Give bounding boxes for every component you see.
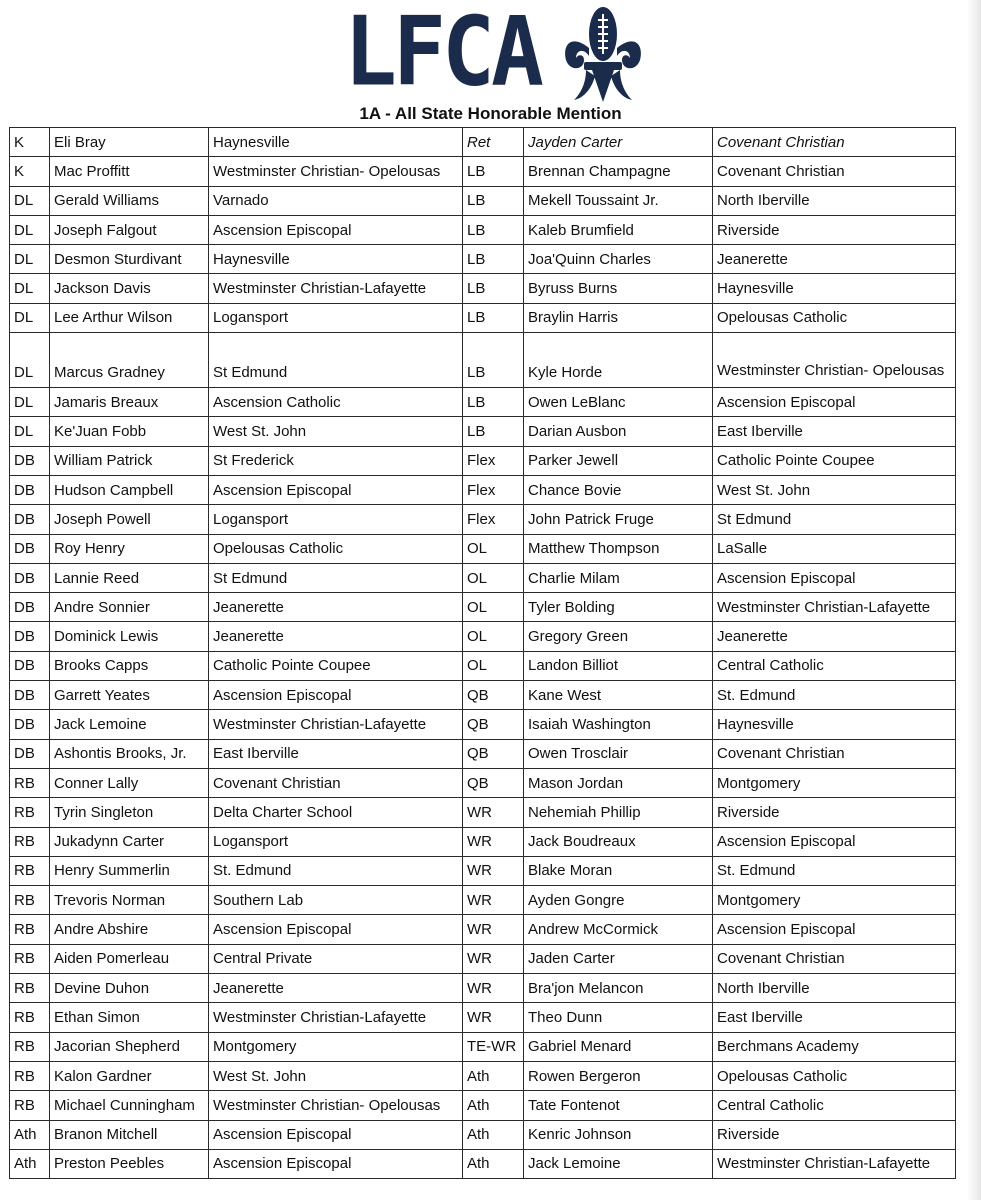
- right-position-cell: Flex: [463, 505, 524, 534]
- right-player-name-cell: Jack Boudreaux: [524, 827, 713, 856]
- left-position-cell: DB: [10, 710, 50, 739]
- right-player-name-cell: Kaleb Brumfield: [524, 215, 713, 244]
- left-school-cell: Ascension Episcopal: [209, 1120, 463, 1149]
- table-row: [10, 1149, 956, 1178]
- left-school-cell: Opelousas Catholic: [209, 534, 463, 563]
- right-school-cell: Ascension Episcopal: [713, 915, 956, 944]
- left-school-cell: Logansport: [209, 303, 463, 332]
- left-school-cell: Ascension Episcopal: [209, 1149, 463, 1178]
- right-position-cell: LB: [463, 274, 524, 303]
- right-player-name-cell: Blake Moran: [524, 856, 713, 885]
- left-position-cell: DL: [10, 215, 50, 244]
- right-school-cell: Opelousas Catholic: [713, 303, 956, 332]
- right-player-name-cell: Jack Lemoine: [524, 1149, 713, 1178]
- left-player-name-cell: Brooks Capps: [50, 651, 209, 680]
- left-position-cell: DB: [10, 593, 50, 622]
- left-position-cell: DL: [10, 417, 50, 446]
- left-school-cell: Jeanerette: [209, 593, 463, 622]
- left-school-cell: Ascension Episcopal: [209, 215, 463, 244]
- left-player-name-cell: Garrett Yeates: [50, 681, 209, 710]
- right-position-cell: LB: [463, 157, 524, 186]
- right-school-cell: North Iberville: [713, 186, 956, 215]
- right-school-cell: St. Edmund: [713, 681, 956, 710]
- right-player-name-cell: Braylin Harris: [524, 303, 713, 332]
- table-row: [10, 768, 956, 797]
- right-school-cell: Covenant Christian: [713, 157, 956, 186]
- right-player-name-cell: Tyler Bolding: [524, 593, 713, 622]
- table-row: [10, 974, 956, 1003]
- table-row: [10, 856, 956, 885]
- left-school-cell: East Iberville: [209, 739, 463, 768]
- right-school-cell: Jeanerette: [713, 622, 956, 651]
- left-player-name-cell: Desmon Sturdivant: [50, 245, 209, 274]
- left-school-cell: St. Edmund: [209, 856, 463, 885]
- left-player-name-cell: Aiden Pomerleau: [50, 944, 209, 973]
- table-row: [10, 1032, 956, 1061]
- right-player-name-cell: Byruss Burns: [524, 274, 713, 303]
- right-player-name-cell: Gregory Green: [524, 622, 713, 651]
- left-position-cell: Ath: [10, 1120, 50, 1149]
- right-player-name-cell: Bra'jon Melancon: [524, 974, 713, 1003]
- right-position-cell: LB: [463, 186, 524, 215]
- right-school-cell: Covenant Christian: [713, 128, 956, 157]
- right-school-cell: St. Edmund: [713, 856, 956, 885]
- table-row: [10, 739, 956, 768]
- left-position-cell: RB: [10, 1003, 50, 1032]
- table-body: [10, 128, 956, 1179]
- left-school-cell: St Frederick: [209, 446, 463, 475]
- right-player-name-cell: Charlie Milam: [524, 563, 713, 592]
- left-school-cell: Catholic Pointe Coupee: [209, 651, 463, 680]
- right-position-cell: Ath: [463, 1061, 524, 1090]
- table-row: [10, 798, 956, 827]
- fleur-de-lis-football-icon: [562, 4, 644, 104]
- left-position-cell: K: [10, 128, 50, 157]
- right-player-name-cell: Gabriel Menard: [524, 1032, 713, 1061]
- left-position-cell: RB: [10, 886, 50, 915]
- right-position-cell: QB: [463, 681, 524, 710]
- right-position-cell: WR: [463, 798, 524, 827]
- right-position-cell: LB: [463, 388, 524, 417]
- left-school-cell: Varnado: [209, 186, 463, 215]
- right-position-cell: WR: [463, 827, 524, 856]
- right-player-name-cell: John Patrick Fruge: [524, 505, 713, 534]
- right-position-cell: LB: [463, 245, 524, 274]
- left-player-name-cell: Trevoris Norman: [50, 886, 209, 915]
- right-school-cell: North Iberville: [713, 974, 956, 1003]
- table-row: [10, 388, 956, 417]
- right-school-cell: Catholic Pointe Coupee: [713, 446, 956, 475]
- left-player-name-cell: Henry Summerlin: [50, 856, 209, 885]
- left-player-name-cell: Tyrin Singleton: [50, 798, 209, 827]
- table-row: [10, 1120, 956, 1149]
- left-player-name-cell: Conner Lally: [50, 768, 209, 797]
- right-player-name-cell: Brennan Champagne: [524, 157, 713, 186]
- right-school-cell: LaSalle: [713, 534, 956, 563]
- table-row: [10, 274, 956, 303]
- left-player-name-cell: Devine Duhon: [50, 974, 209, 1003]
- right-position-cell: OL: [463, 593, 524, 622]
- left-school-cell: Ascension Episcopal: [209, 475, 463, 504]
- table-row: [10, 475, 956, 504]
- left-player-name-cell: Roy Henry: [50, 534, 209, 563]
- right-position-cell: LB: [463, 333, 524, 388]
- left-school-cell: Montgomery: [209, 1032, 463, 1061]
- right-school-cell: Montgomery: [713, 768, 956, 797]
- left-position-cell: RB: [10, 768, 50, 797]
- left-player-name-cell: Dominick Lewis: [50, 622, 209, 651]
- right-player-name-cell: Rowen Bergeron: [524, 1061, 713, 1090]
- left-school-cell: Jeanerette: [209, 622, 463, 651]
- right-player-name-cell: Jaden Carter: [524, 944, 713, 973]
- left-position-cell: K: [10, 157, 50, 186]
- right-player-name-cell: Theo Dunn: [524, 1003, 713, 1032]
- left-player-name-cell: Ke'Juan Fobb: [50, 417, 209, 446]
- right-position-cell: OL: [463, 534, 524, 563]
- right-school-cell: West St. John: [713, 475, 956, 504]
- left-player-name-cell: Gerald Williams: [50, 186, 209, 215]
- right-school-cell: Covenant Christian: [713, 944, 956, 973]
- table-row: [10, 1003, 956, 1032]
- left-school-cell: Ascension Episcopal: [209, 681, 463, 710]
- right-player-name-cell: Landon Billiot: [524, 651, 713, 680]
- left-player-name-cell: Jukadynn Carter: [50, 827, 209, 856]
- table-row: [10, 303, 956, 332]
- right-school-cell: Central Catholic: [713, 651, 956, 680]
- left-school-cell: Delta Charter School: [209, 798, 463, 827]
- left-position-cell: DB: [10, 475, 50, 504]
- table-row: [10, 886, 956, 915]
- left-position-cell: DB: [10, 563, 50, 592]
- table-row: [10, 333, 956, 388]
- right-school-cell: Westminster Christian-Lafayette: [713, 593, 956, 622]
- honorable-mention-table: [9, 127, 956, 1179]
- table-row: [10, 505, 956, 534]
- right-player-name-cell: Kyle Horde: [524, 333, 713, 388]
- right-player-name-cell: Matthew Thompson: [524, 534, 713, 563]
- left-position-cell: DL: [10, 388, 50, 417]
- left-school-cell: Haynesville: [209, 245, 463, 274]
- table-row: [10, 417, 956, 446]
- left-player-name-cell: Ethan Simon: [50, 1003, 209, 1032]
- left-school-cell: Ascension Catholic: [209, 388, 463, 417]
- right-position-cell: QB: [463, 710, 524, 739]
- left-position-cell: DB: [10, 651, 50, 680]
- left-school-cell: Central Private: [209, 944, 463, 973]
- table-row: [10, 245, 956, 274]
- left-position-cell: RB: [10, 1091, 50, 1120]
- left-school-cell: West St. John: [209, 417, 463, 446]
- right-player-name-cell: Joa'Quinn Charles: [524, 245, 713, 274]
- left-position-cell: DB: [10, 534, 50, 563]
- left-school-cell: Haynesville: [209, 128, 463, 157]
- right-school-cell: Jeanerette: [713, 245, 956, 274]
- right-player-name-cell: Owen Trosclair: [524, 739, 713, 768]
- right-school-cell: Riverside: [713, 1120, 956, 1149]
- left-player-name-cell: Kalon Gardner: [50, 1061, 209, 1090]
- left-position-cell: DB: [10, 739, 50, 768]
- right-position-cell: Flex: [463, 475, 524, 504]
- right-position-cell: OL: [463, 563, 524, 592]
- right-position-cell: QB: [463, 768, 524, 797]
- right-player-name-cell: Ayden Gongre: [524, 886, 713, 915]
- left-position-cell: RB: [10, 944, 50, 973]
- left-school-cell: Southern Lab: [209, 886, 463, 915]
- table-row: [10, 944, 956, 973]
- right-player-name-cell: Darian Ausbon: [524, 417, 713, 446]
- right-player-name-cell: Mason Jordan: [524, 768, 713, 797]
- left-position-cell: DL: [10, 245, 50, 274]
- left-player-name-cell: Branon Mitchell: [50, 1120, 209, 1149]
- right-player-name-cell: Isaiah Washington: [524, 710, 713, 739]
- right-school-cell: Haynesville: [713, 710, 956, 739]
- right-school-cell: Riverside: [713, 798, 956, 827]
- left-school-cell: Ascension Episcopal: [209, 915, 463, 944]
- right-player-name-cell: Parker Jewell: [524, 446, 713, 475]
- right-player-name-cell: Nehemiah Phillip: [524, 798, 713, 827]
- right-school-cell: Haynesville: [713, 274, 956, 303]
- right-player-name-cell: Mekell Toussaint Jr.: [524, 186, 713, 215]
- right-player-name-cell: Kenric Johnson: [524, 1120, 713, 1149]
- left-player-name-cell: Marcus Gradney: [50, 333, 209, 388]
- left-player-name-cell: Lee Arthur Wilson: [50, 303, 209, 332]
- right-position-cell: Flex: [463, 446, 524, 475]
- table-row: [10, 128, 956, 157]
- left-position-cell: RB: [10, 974, 50, 1003]
- left-player-name-cell: Michael Cunningham: [50, 1091, 209, 1120]
- table-row: [10, 215, 956, 244]
- table-row: [10, 593, 956, 622]
- right-position-cell: Ath: [463, 1149, 524, 1178]
- left-player-name-cell: Ashontis Brooks, Jr.: [50, 739, 209, 768]
- right-position-cell: Ath: [463, 1091, 524, 1120]
- right-position-cell: TE-WR: [463, 1032, 524, 1061]
- table-row: [10, 186, 956, 215]
- right-school-cell: Opelousas Catholic: [713, 1061, 956, 1090]
- left-school-cell: Logansport: [209, 827, 463, 856]
- right-school-cell: Covenant Christian: [713, 739, 956, 768]
- right-school-cell: East Iberville: [713, 1003, 956, 1032]
- page-title: 1A - All State Honorable Mention: [359, 104, 622, 123]
- table-row: [10, 157, 956, 186]
- table-row: [10, 446, 956, 475]
- left-player-name-cell: Hudson Campbell: [50, 475, 209, 504]
- right-school-cell: Westminster Christian- Opelousas: [713, 333, 956, 388]
- right-position-cell: LB: [463, 215, 524, 244]
- left-school-cell: St Edmund: [209, 563, 463, 592]
- left-position-cell: DB: [10, 622, 50, 651]
- left-player-name-cell: Jackson Davis: [50, 274, 209, 303]
- right-position-cell: WR: [463, 1003, 524, 1032]
- right-position-cell: OL: [463, 651, 524, 680]
- right-player-name-cell: Kane West: [524, 681, 713, 710]
- table-row: [10, 1061, 956, 1090]
- left-player-name-cell: William Patrick: [50, 446, 209, 475]
- left-school-cell: Westminster Christian- Opelousas: [209, 157, 463, 186]
- table-row: [10, 827, 956, 856]
- right-school-cell: Ascension Episcopal: [713, 563, 956, 592]
- left-position-cell: RB: [10, 856, 50, 885]
- right-school-cell: Westminster Christian-Lafayette: [713, 1149, 956, 1178]
- table-row: [10, 622, 956, 651]
- right-position-cell: WR: [463, 856, 524, 885]
- left-player-name-cell: Andre Sonnier: [50, 593, 209, 622]
- left-school-cell: Jeanerette: [209, 974, 463, 1003]
- left-player-name-cell: Preston Peebles: [50, 1149, 209, 1178]
- right-position-cell: WR: [463, 886, 524, 915]
- right-position-cell: OL: [463, 622, 524, 651]
- left-position-cell: RB: [10, 827, 50, 856]
- left-player-name-cell: Joseph Powell: [50, 505, 209, 534]
- table-row: [10, 915, 956, 944]
- right-position-cell: WR: [463, 915, 524, 944]
- table-row: [10, 1091, 956, 1120]
- right-position-cell: LB: [463, 417, 524, 446]
- left-position-cell: Ath: [10, 1149, 50, 1178]
- lfca-logo: [340, 0, 650, 108]
- left-player-name-cell: Eli Bray: [50, 128, 209, 157]
- left-position-cell: RB: [10, 1061, 50, 1090]
- right-school-cell: Riverside: [713, 215, 956, 244]
- right-position-cell: LB: [463, 303, 524, 332]
- right-school-cell: Montgomery: [713, 886, 956, 915]
- right-player-name-cell: Tate Fontenot: [524, 1091, 713, 1120]
- left-school-cell: St Edmund: [209, 333, 463, 388]
- left-player-name-cell: Joseph Falgout: [50, 215, 209, 244]
- right-player-name-cell: Jayden Carter: [524, 128, 713, 157]
- right-position-cell: QB: [463, 739, 524, 768]
- left-school-cell: Covenant Christian: [209, 768, 463, 797]
- left-school-cell: Westminster Christian-Lafayette: [209, 1003, 463, 1032]
- left-school-cell: West St. John: [209, 1061, 463, 1090]
- left-school-cell: Westminster Christian- Opelousas: [209, 1091, 463, 1120]
- left-position-cell: DL: [10, 303, 50, 332]
- left-school-cell: Westminster Christian-Lafayette: [209, 274, 463, 303]
- left-player-name-cell: Jack Lemoine: [50, 710, 209, 739]
- right-school-cell: Ascension Episcopal: [713, 827, 956, 856]
- right-position-cell: WR: [463, 974, 524, 1003]
- left-position-cell: RB: [10, 915, 50, 944]
- right-school-cell: Ascension Episcopal: [713, 388, 956, 417]
- right-player-name-cell: Owen LeBlanc: [524, 388, 713, 417]
- page-edge-shadow: [967, 0, 981, 1200]
- right-position-cell: WR: [463, 944, 524, 973]
- left-position-cell: RB: [10, 1032, 50, 1061]
- right-school-cell: St Edmund: [713, 505, 956, 534]
- right-school-cell: East Iberville: [713, 417, 956, 446]
- right-school-cell: Berchmans Academy: [713, 1032, 956, 1061]
- left-school-cell: Westminster Christian-Lafayette: [209, 710, 463, 739]
- table-row: [10, 651, 956, 680]
- right-player-name-cell: Chance Bovie: [524, 475, 713, 504]
- left-position-cell: DL: [10, 274, 50, 303]
- table-row: [10, 710, 956, 739]
- table-row: [10, 563, 956, 592]
- right-player-name-cell: Andrew McCormick: [524, 915, 713, 944]
- left-position-cell: DB: [10, 446, 50, 475]
- left-player-name-cell: Jacorian Shepherd: [50, 1032, 209, 1061]
- right-position-cell: Ret: [463, 128, 524, 157]
- left-position-cell: DB: [10, 681, 50, 710]
- table-row: [10, 534, 956, 563]
- left-player-name-cell: Lannie Reed: [50, 563, 209, 592]
- right-school-cell: Central Catholic: [713, 1091, 956, 1120]
- right-position-cell: Ath: [463, 1120, 524, 1149]
- left-player-name-cell: Andre Abshire: [50, 915, 209, 944]
- left-position-cell: DB: [10, 505, 50, 534]
- logo-text: LFCA: [344, 0, 540, 108]
- left-player-name-cell: Jamaris Breaux: [50, 388, 209, 417]
- left-position-cell: RB: [10, 798, 50, 827]
- table-row: [10, 681, 956, 710]
- left-school-cell: Logansport: [209, 505, 463, 534]
- left-position-cell: DL: [10, 333, 50, 388]
- left-player-name-cell: Mac Proffitt: [50, 157, 209, 186]
- left-position-cell: DL: [10, 186, 50, 215]
